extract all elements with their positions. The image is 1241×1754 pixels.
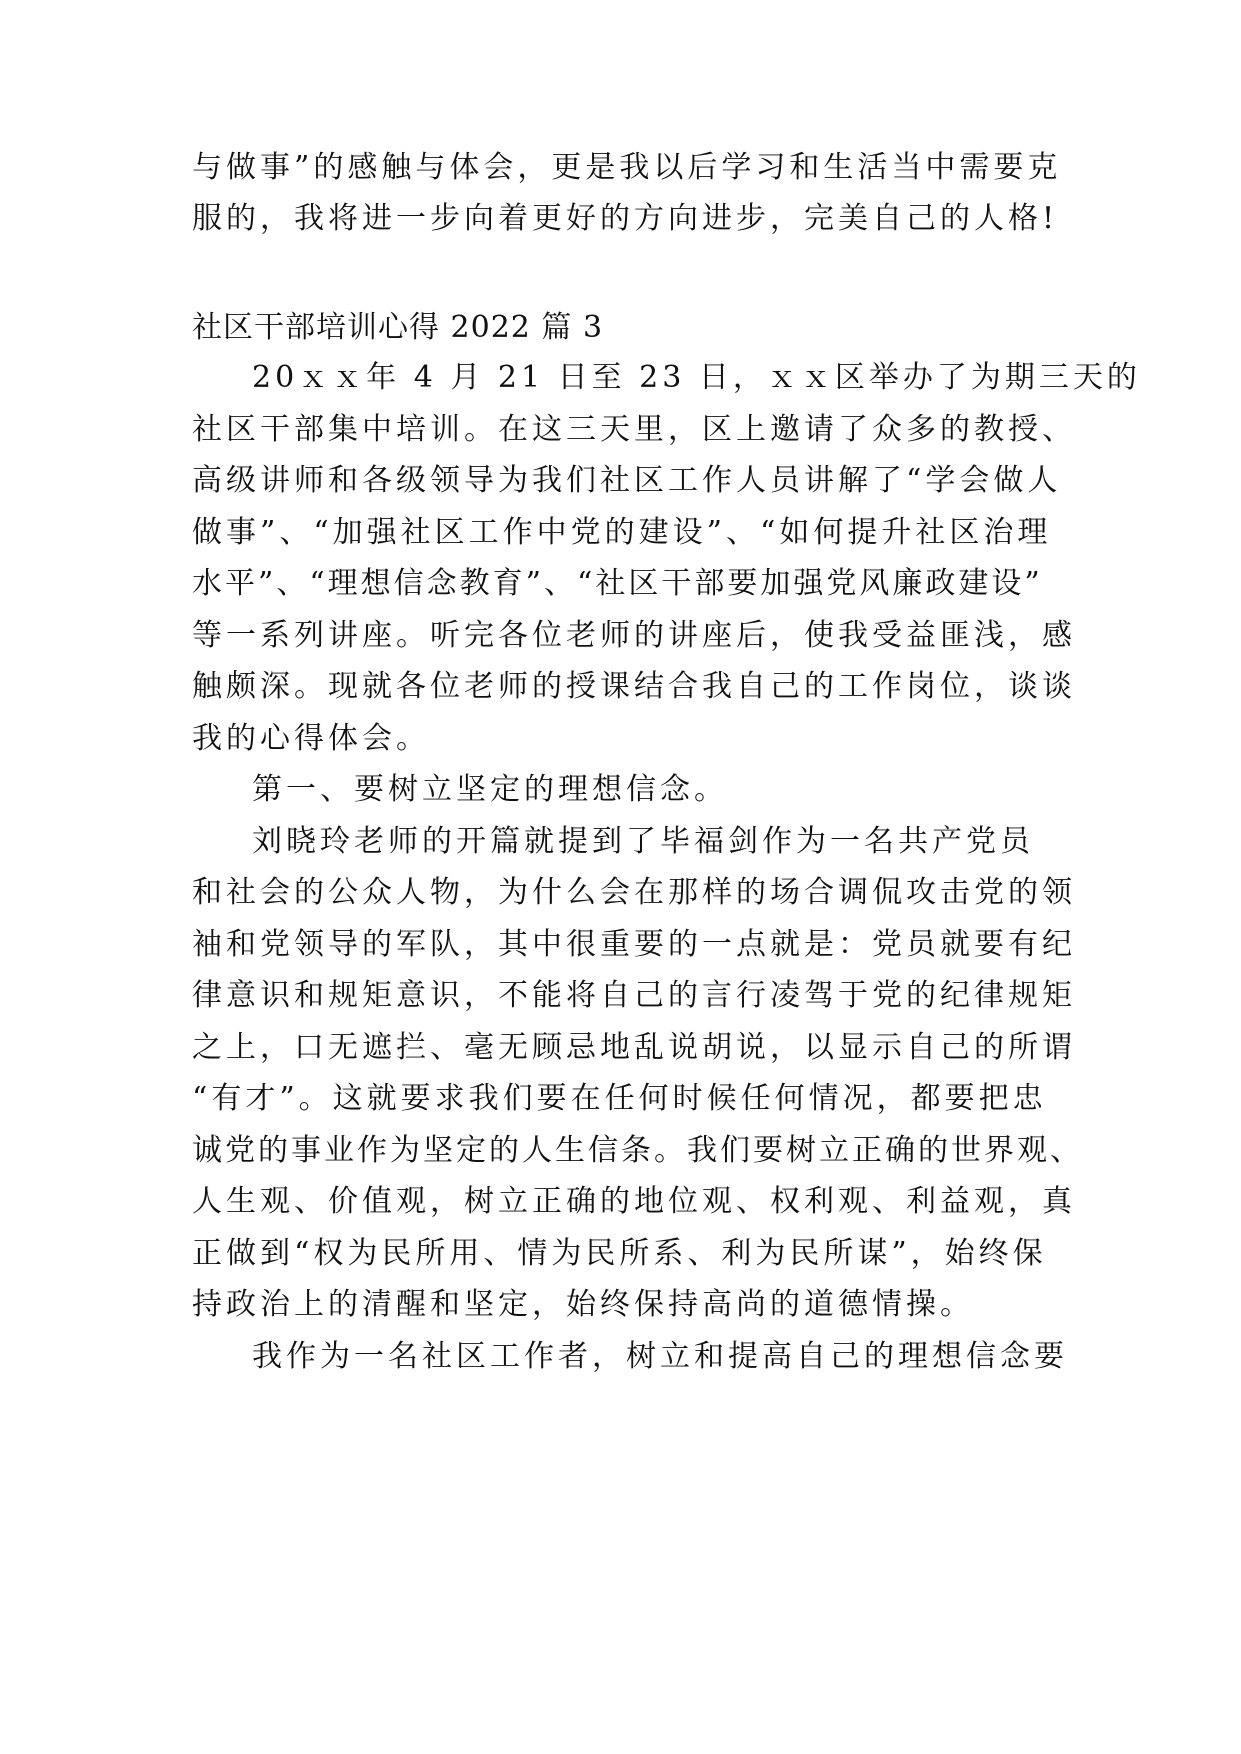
text-line: 正做到“权为民所用、情为民所系、利为民所谋”，始终保	[192, 1236, 1047, 1271]
text-line: 刘晓玲老师的开篇就提到了毕福剑作为一名共产党员	[252, 824, 1034, 859]
text-line: 袖和党领导的军队，其中很重要的一点就是：党员就要有纪	[192, 927, 1076, 962]
text-line: 等一系列讲座。听完各位老师的讲座后，使我受益匪浅，感	[192, 618, 1076, 653]
text-line: 20ｘｘ年 4 月 21 日至 23 日，ｘｘ区举办了为期三天的	[252, 360, 1141, 395]
text-line: 触颇深。现就各位老师的授课结合我自己的工作岗位，谈谈	[192, 669, 1076, 704]
text-line: 持政治上的清醒和坚定，始终保持高尚的道德情操。	[192, 1287, 974, 1322]
text-line: 之上，口无遮拦、毫无顾忌地乱说胡说，以显示自己的所谓	[192, 1030, 1076, 1065]
text-line: 人生观、价值观，树立正确的地位观、权利观、利益观，真	[192, 1184, 1076, 1219]
text-line: 诚党的事业作为坚定的人生信条。我们要树立正确的世界观、	[192, 1133, 1083, 1168]
text-line: 与做事”的感触与体会，更是我以后学习和生活当中需要克	[192, 150, 1062, 185]
text-line: 和社会的公众人物，为什么会在那样的场合调侃攻击党的领	[192, 875, 1076, 910]
text-line: 水平”、“理想信念教育”、“社区干部要加强党风廉政建设”	[192, 566, 1043, 601]
text-line: 做事”、“加强社区工作中党的建设”、“如何提升社区治理	[192, 515, 1052, 550]
text-line: “有才”。这就要求我们要在任何时候任何情况，都要把忠	[192, 1081, 1047, 1116]
text-line: 服的，我将进一步向着更好的方向进步，完美自己的人格!	[192, 201, 1059, 236]
text-line: 我的心得体会。	[192, 721, 430, 756]
text-line: 我作为一名社区工作者，树立和提高自己的理想信念要	[252, 1339, 1068, 1374]
subheading-line: 第一、要树立坚定的理想信念。	[252, 772, 728, 807]
text-line: 社区干部集中培训。在这三天里，区上邀请了众多的教授、	[192, 412, 1076, 447]
text-line: 高级讲师和各级领导为我们社区工作人员讲解了“学会做人	[192, 463, 1062, 498]
text-line: 律意识和规矩意识，不能将自己的言行凌驾于党的纪律规矩	[192, 978, 1076, 1013]
section-heading: 社区干部培训心得 2022 篇 3	[192, 310, 604, 345]
